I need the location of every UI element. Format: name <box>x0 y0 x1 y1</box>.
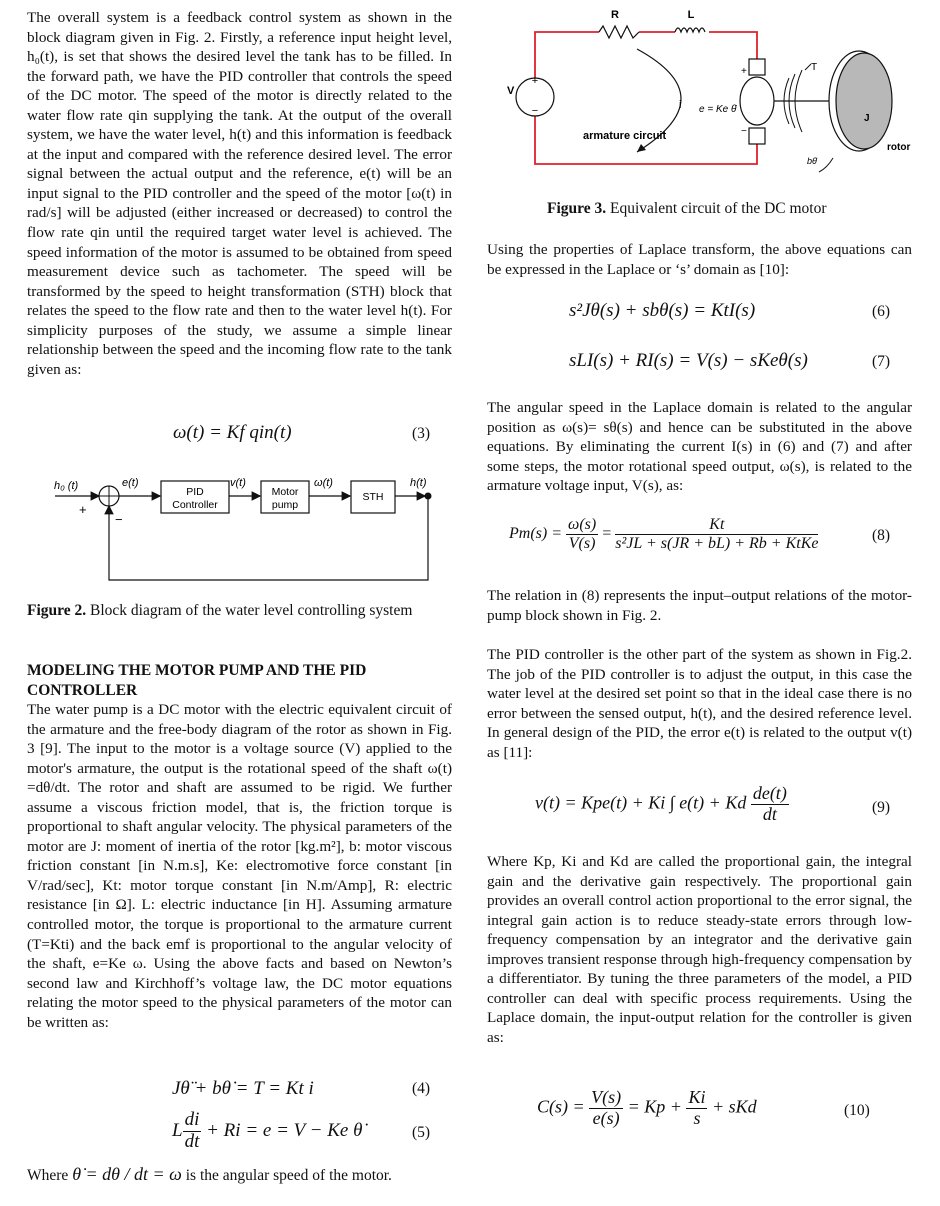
equation-4: Jθ̈ + bθ̇ = T = Kt i <box>172 1078 314 1099</box>
where-math: θ̇ = dθ / dt = ω <box>72 1164 182 1184</box>
brush-top <box>749 59 765 75</box>
equation-3: ω(t) = Kf qin(t) <box>173 422 292 443</box>
motor-label: Motor <box>271 486 299 498</box>
equation-7-number: (7) <box>872 353 891 370</box>
sth-label: STH <box>362 491 384 503</box>
left-paragraph-2: The water pump is a DC motor with the electric equivalent circuit of the armature and the free-body diagram of the rotor as shown in Fig. 3 [9]. The input to the motor is a voltage source (V) applied to the motor's armature, the output is the rotational speed of the shaft ω(t) =dθ/dt. The rotor and shaft are assumed to be rigid. We further assume a viscous friction model, that is, the friction torque is proportional to shaft angular velocity. The physical parameters of the motor are J: moment of inertia of the rotor [kg.m²], b: motor viscous friction constant [in N.m.s], Ke: electromotive force constant [in V/rad/sec], Kt: motor torque constant [in N.m/Amp], R: electric resistance [in Ω]. L: electric inductance [in H]. Assuming armature controlled motor, the torque is proportional to the armature current (T=Kti) and the back emf is proportional to the angular velocity of the shaft, e=Ke ω. Using the above facts and based on Newton’s second law and Kirchhoff’s voltage law, the DC motor equations relating the motor speed to the physical parameters of the motor can be written as: <box>27 701 452 1031</box>
eq9-denominator: dt <box>762 803 777 824</box>
where-prefix: Where <box>27 1167 73 1184</box>
rotor-disc <box>836 53 892 149</box>
where-line <box>27 1164 392 1185</box>
equation-5 <box>172 1110 362 1153</box>
eq10-mid: = Kp + <box>627 1096 682 1117</box>
figure-3-caption-label: Figure 3. <box>547 200 607 217</box>
figure-3-circuit <box>487 4 912 189</box>
error-label: e(t) <box>122 477 139 489</box>
L-label: L <box>687 9 695 21</box>
eq8-fraction-2 <box>615 516 818 552</box>
figure-2-block-diagram <box>27 472 452 590</box>
eq9-fraction <box>751 784 789 825</box>
h-output-label: h(t) <box>410 477 427 489</box>
top-wire <box>535 32 757 78</box>
left-paragraph-1: The overall system is a feedback control system as shown in the block diagram given in Fig. 2. Firstly, a reference input height level, h₀(t), is set that shows the desired level the tank has to be filled. In the forward path, we have the PID controller that controls the speed of the DC motor. The speed of the motor is directly related to the water flow rate qin supplying the tank. At the output of the overall system, we have the water level, h(t) and this information is feedback at the input and compared with the reference desired level. The error signal between the actual output and the reference, e(t) will be an input signal to the PID controller and the speed of the motor [ω(t) in rad/s] will be adjusted (either increased or decreased) to control the flow rate qin until the required target water level is achieved. The speed information of the motor is assumed to be obtained from speed measurement device such as tachometer. The speed will be transformed by the speed to height transformation (STH) block that relates the speed to the flow rate and then to the water level h(t). For simplicity purposes of the study, we assume a simple linear relationship between the speed and the incoming flow rate to the tank given as: <box>27 9 452 378</box>
right-paragraph-1: Using the properties of Laplace transform, the above equations can be expressed in the Laplace or ‘s’ domain as [10]: <box>487 241 912 278</box>
equation-6: s²Jθ(s) + sbθ(s) = KtI(s) <box>569 300 756 321</box>
figure-2-caption-text: Block diagram of the water level controlling system <box>86 602 413 619</box>
figure-2-caption <box>27 602 412 620</box>
current-label: i <box>679 99 682 111</box>
eq9-lhs: v(t) = Kpe(t) + Ki ∫ e(t) + Kd <box>535 792 747 813</box>
eq5-fraction <box>183 1110 202 1153</box>
eq8-f2-denominator: s²JL + s(JR + bL) + Rb + KtKe <box>615 534 819 552</box>
pid-label: PID <box>186 486 204 498</box>
eq8-fraction-1 <box>566 516 598 552</box>
equation-10 <box>537 1088 757 1129</box>
right-paragraph-3: The relation in (8) represents the input–output relations of the motor-pump block shown in Fig. 2. <box>487 587 912 624</box>
eq8-f1-numerator: ω(s) <box>568 516 597 533</box>
eq10-f1-numerator: V(s) <box>591 1087 622 1107</box>
where-suffix: is the angular speed of the motor. <box>181 1167 392 1184</box>
motor-armature <box>740 77 774 125</box>
figure-3-caption-text: Equivalent circuit of the DC motor <box>606 200 827 217</box>
R-label: R <box>611 9 619 21</box>
equation-7: sLI(s) + RI(s) = V(s) − sKeθ(s) <box>569 350 808 371</box>
equation-8: Pm(s) = $\frac{\omega(s)}{V(s)}$ = $\frac{Kt}{\text{s²JL + s(JR + bL) + Rb + KtKe}}$ <box>509 516 819 552</box>
source-plus: + <box>531 75 539 87</box>
friction-label: bθ̇ <box>807 156 817 166</box>
v-label: v(t) <box>230 477 246 489</box>
eq8-lhs: Pm(s) = <box>509 524 563 542</box>
V-label: V <box>507 85 515 97</box>
eq10-end: + sKd <box>711 1096 757 1117</box>
equation-8-number: (8) <box>872 527 891 544</box>
equation-10-number: (10) <box>844 1102 870 1119</box>
omega-label: ω(t) <box>314 477 333 489</box>
J-label: J <box>864 113 870 124</box>
right-paragraph-2: The angular speed in the Laplace domain is related to the angular position as ω(s)= sθ(s) and hence can be substituted in the above equations. By eliminating the current I(s) in (6) and (7) and after some steps, the motor rotational speed output, ω(s), is related to the armature voltage input, V(s), as: <box>487 399 912 495</box>
eq8-f2-numerator: Kt <box>615 516 818 535</box>
rotor-label: rotor <box>887 142 911 153</box>
eq8-f1-denominator: V(s) <box>568 534 596 552</box>
eq5-L: L <box>172 1119 183 1141</box>
controller-label: Controller <box>172 499 218 511</box>
equation-9-number: (9) <box>872 799 891 816</box>
brush-bottom <box>749 128 765 144</box>
eq9-numerator: de(t) <box>752 783 787 803</box>
motor-minus: − <box>741 126 747 137</box>
plus-sign: + <box>79 502 87 517</box>
eq5-denominator: dt <box>184 1130 200 1152</box>
eq10-fraction-2 <box>686 1088 707 1129</box>
figure-2-caption-label: Figure 2. <box>27 602 87 619</box>
equation-3-number: (3) <box>412 425 431 442</box>
figure-3-caption <box>547 200 827 218</box>
eq10-f1-denominator: e(s) <box>592 1107 620 1128</box>
equation-5-number: (5) <box>412 1124 431 1141</box>
equation-9 <box>535 784 789 825</box>
section-heading: MODELING THE MOTOR PUMP AND THE PID CONTROLLER <box>27 662 367 699</box>
eq10-f2-numerator: Ki <box>688 1087 706 1107</box>
motor-plus: + <box>741 66 747 77</box>
h0-label: h₀ (t) <box>54 480 79 492</box>
equation-4-number: (4) <box>412 1080 431 1097</box>
armature-label: armature circuit <box>583 130 667 142</box>
torque-label: T <box>811 62 818 73</box>
eq10-f2-denominator: s <box>693 1107 701 1128</box>
right-paragraph-5: Where Kp, Ki and Kd are called the proportional gain, the integral gain and the derivative gain respectively. The proportional gain provides an overall control action proportional to the error signal, the integral gain action is to reduce steady-state errors through low-frequency compensation by an integrator and the derivative gain improves transient response through high-frequency compensation by a differentiator. By tuning the three parameters of the model, a PID controller can deal with specific process requirements. Using the Laplace domain, the input-output relation for the controller is given as: <box>487 853 912 1046</box>
minus-sign: − <box>115 512 123 527</box>
eq5-rest: + Ri = e = V − Ke θ̇ <box>201 1119 363 1141</box>
pump-label: pump <box>271 499 299 511</box>
right-paragraph-4: The PID controller is the other part of the system as shown in Fig.2. The job of the PID controller is to adjust the output, in this case the water level at the desired set point so that in the ideal case there is no error between the sensed output, h(t), and the desired reference level. In general design of the PID, the error e(t) is related to the output v(t) as [11]: <box>487 646 912 761</box>
eq5-numerator: di <box>184 1109 200 1130</box>
equation-6-number: (6) <box>872 303 891 320</box>
eq10-fraction-1 <box>589 1088 623 1129</box>
emf-label: e = Ke θ̇ <box>699 104 737 115</box>
source-minus: − <box>531 105 539 117</box>
eq10-lhs: C(s) = <box>537 1096 585 1117</box>
